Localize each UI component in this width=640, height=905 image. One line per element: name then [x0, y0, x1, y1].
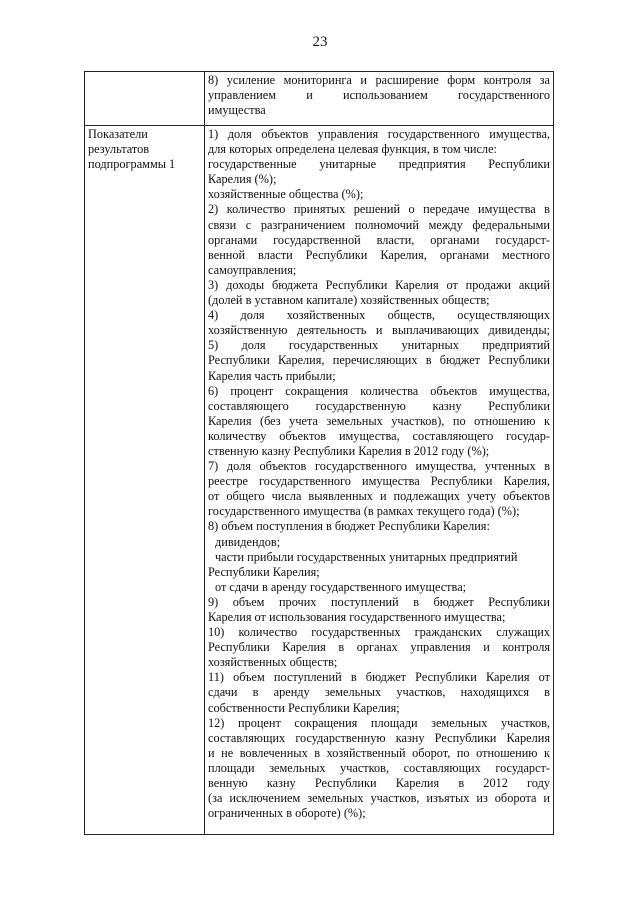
text-line: государственного имущества (в рамках текущего года) (%); — [208, 504, 520, 519]
text-line: Республики Карелия, перечисляющих в бюджет Республики — [208, 353, 550, 368]
text-line: имущества — [208, 103, 266, 118]
text-line: самоуправления; — [208, 262, 297, 277]
text-line: ственную казну Республики Карелия в 2012 году (%); — [208, 443, 490, 458]
text-line: хозяйственную деятельность и выплачивающих дивиденды; — [208, 323, 550, 338]
text-line: хозяйственных обществ; — [208, 655, 338, 670]
text-line: составляющих государственную казну Республики Карелия — [208, 730, 550, 745]
text-line: управлением и использованием государственного — [208, 88, 550, 103]
indicators-list-cell — [205, 126, 554, 835]
text-line: венной власти Республики Карелия, органами местного — [208, 247, 550, 262]
text-line: 2) количество принятых решений о передаче имущества в — [208, 202, 550, 217]
text-line: Карелия (без учета земельных участков), по отношению к — [208, 413, 550, 428]
text-line: 3) доходы бюджета Республики Карелия от продажи акций — [208, 277, 550, 292]
text-line: 10) количество государственных гражданских служащих — [208, 625, 550, 640]
text-line: Республики Карелия в органах управления и контроля — [208, 640, 550, 655]
indicators-label-cell — [85, 126, 205, 835]
text-line: (долей в уставном капитале) хозяйственных обществ; — [208, 293, 490, 308]
table-row — [85, 72, 554, 126]
text-line: реестре государственного имущества Республики Карелия, — [208, 474, 550, 489]
text-line: 9) объем прочих поступлений в бюджет Республики — [208, 594, 550, 609]
indicators-label-line: результатов — [88, 142, 150, 157]
text-line: 4) доля хозяйственных обществ, осуществляющих — [208, 308, 550, 323]
text-line: и не вовлеченных в хозяйственный оборот, по отношению к — [208, 745, 550, 760]
text-line: 12) процент сокращения площади земельных участков, — [208, 715, 550, 730]
text-line: Карелия часть прибыли; — [208, 368, 336, 383]
text-line: 8) объем поступления в бюджет Республики Карелия: — [208, 519, 490, 534]
text-line: государственные унитарные предприятия Республики — [208, 157, 550, 172]
text-line: для которых определена целевая функция, в том числе: — [208, 142, 497, 157]
text-line: венную казну Республики Карелия в 2012 году — [208, 776, 550, 791]
table-row — [85, 126, 554, 835]
text-line: 1) доля объектов управления государственного имущества, — [208, 127, 550, 141]
text-line: Республики Карелия; — [208, 564, 320, 579]
table-cell-left — [85, 72, 205, 126]
text-line: количеству объектов имущества, составляющего государ- — [208, 428, 550, 443]
text-line: составляющего государственную казну Республики — [208, 398, 550, 413]
indicators-label-line: Показатели — [88, 127, 148, 141]
text-line: 5) доля государственных унитарных предприятий — [208, 338, 550, 353]
text-line: 8) усиление мониторинга и расширение форм контроля за — [208, 73, 550, 87]
text-line: Карелия (%); — [208, 172, 277, 187]
text-line: (за исключением земельных участков, изъятых из оборота и — [208, 791, 550, 806]
text-line: 7) доля объектов государственного имущества, учтенных в — [208, 459, 550, 474]
indicators-label-line: подпрограммы 1 — [88, 157, 176, 172]
text-line: 6) процент сокращения количества объектов имущества, — [208, 383, 550, 398]
text-line: собственности Республики Карелия; — [208, 700, 400, 715]
text-line: площади земельных участков, составляющих государст- — [208, 760, 550, 775]
text-line: Карелия от использования государственного имущества; — [208, 610, 506, 624]
text-line: связи с разграничением полномочий между федеральными — [208, 217, 550, 232]
text-line: органами государственной власти, органами государст- — [208, 232, 550, 247]
text-line: части прибыли государственных унитарных предприятий — [215, 549, 518, 564]
text-line: сдачи в аренду земельных участков, находящихся в — [208, 685, 550, 700]
table-cell-right — [205, 72, 554, 126]
text-line: хозяйственные общества (%); — [208, 187, 364, 202]
text-line: от сдачи в аренду государственного имущества; — [215, 579, 467, 594]
page-number: 23 — [312, 34, 328, 50]
subprogram-table — [84, 71, 554, 835]
text-line: от общего числа выявленных и подлежащих учету объектов — [208, 489, 550, 504]
text-line: дивидендов; — [215, 534, 281, 549]
text-line: 11) объем поступлений в бюджет Республики Карелия от — [208, 670, 550, 685]
text-line: ограниченных в обороте) (%); — [208, 806, 366, 821]
